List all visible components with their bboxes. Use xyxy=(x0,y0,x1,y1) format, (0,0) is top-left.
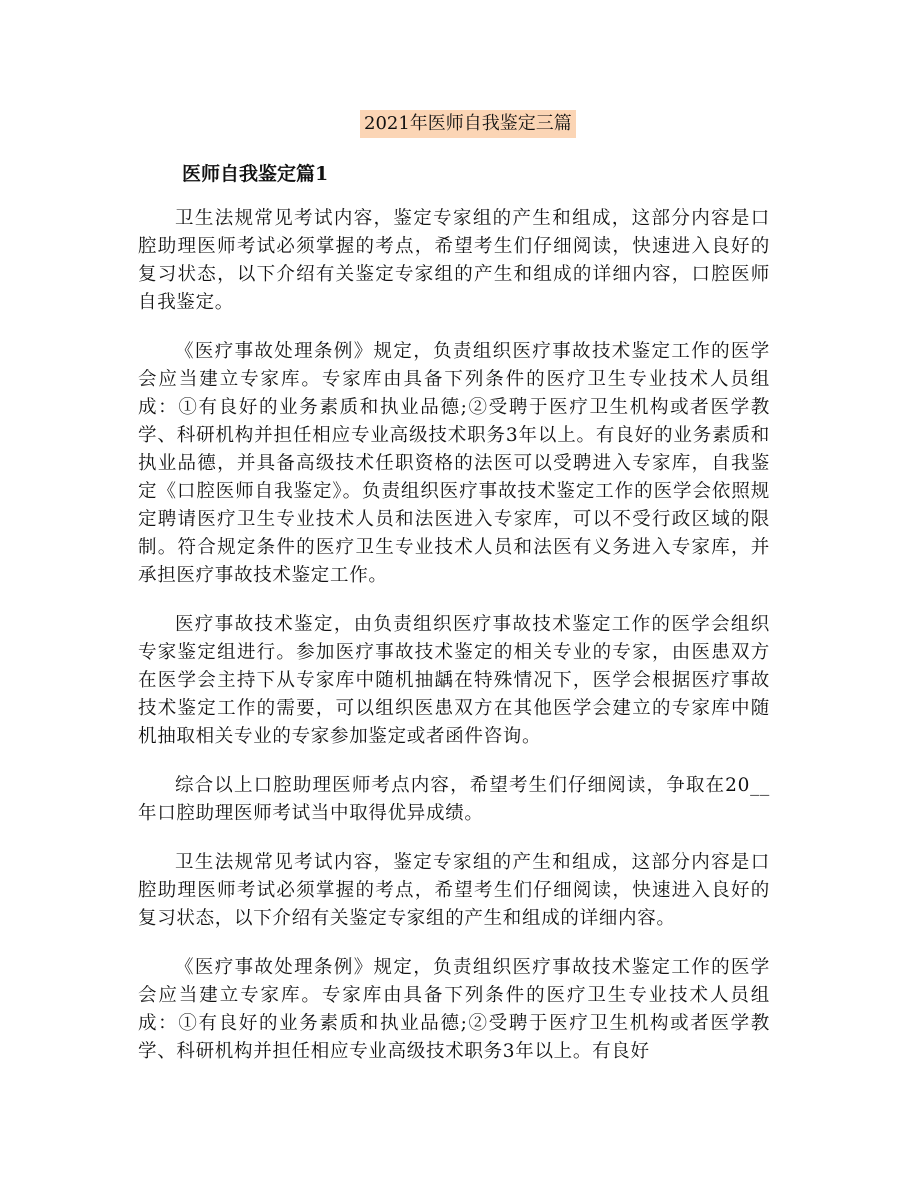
paragraph-1: 卫生法规常见考试内容，鉴定专家组的产生和组成，这部分内容是口腔助理医师考试必须掌握的考点，希望考生们仔细阅读，快速进入良好的复习状态，以下介绍有关鉴定专家组的产生和组成的详细内容，口腔医师自我鉴定。 xyxy=(138,208,770,313)
paragraph-4: 综合以上口腔助理医师考点内容，希望考生们仔细阅读，争取在20__年口腔助理医师考试当中取得优异成绩。 xyxy=(138,775,770,824)
paragraph-3: 医疗事故技术鉴定，由负责组织医疗事故技术鉴定工作的医学会组织专家鉴定组进行。参加医疗事故技术鉴定的相关专业的专家，由医患双方在医学会主持下从专家库中随机抽龋在特殊情况下，医学会根据医疗事故技术鉴定工作的需要，可以组织医患双方在其他医学会建立的专家库中随机抽取相关专业的专家参加鉴定或者函件咨询。 xyxy=(138,614,770,747)
paragraph-2: 《医疗事故处理条例》规定，负责组织医疗事故技术鉴定工作的医学会应当建立专家库。专家库由具备下列条件的医疗卫生专业技术人员组成：①有良好的业务素质和执业品德;②受聘于医疗卫生机构或者医学教学、科研机构并担任相应专业高级技术职务3年以上。有良好的业务素质和执业品德，并具备高级技术任职资格的法医可以受聘进入专家库，自我鉴定《口腔医师自我鉴定》。负责组织医疗事故技术鉴定工作的医学会依照规定聘请医疗卫生专业技术人员和法医进入专家库，可以不受行政区域的限制。符合规定条件的医疗卫生专业技术人员和法医有义务进入专家库，并承担医疗事故技术鉴定工作。 xyxy=(138,341,770,586)
document-title: 2021年医师自我鉴定三篇 xyxy=(360,110,576,138)
section-heading: 医师自我鉴定篇1 xyxy=(182,163,329,185)
paragraph-5: 卫生法规常见考试内容，鉴定专家组的产生和组成，这部分内容是口腔助理医师考试必须掌握的考点，希望考生们仔细阅读，快速进入良好的复习状态，以下介绍有关鉴定专家组的产生和组成的详细内容。 xyxy=(138,852,770,929)
document-body xyxy=(138,205,770,1087)
paragraph-6: 《医疗事故处理条例》规定，负责组织医疗事故技术鉴定工作的医学会应当建立专家库。专家库由具备下列条件的医疗卫生专业技术人员组成：①有良好的业务素质和执业品德;②受聘于医疗卫生机构或者医学教学、科研机构并担任相应专业高级技术职务3年以上。有良好 xyxy=(138,957,770,1062)
